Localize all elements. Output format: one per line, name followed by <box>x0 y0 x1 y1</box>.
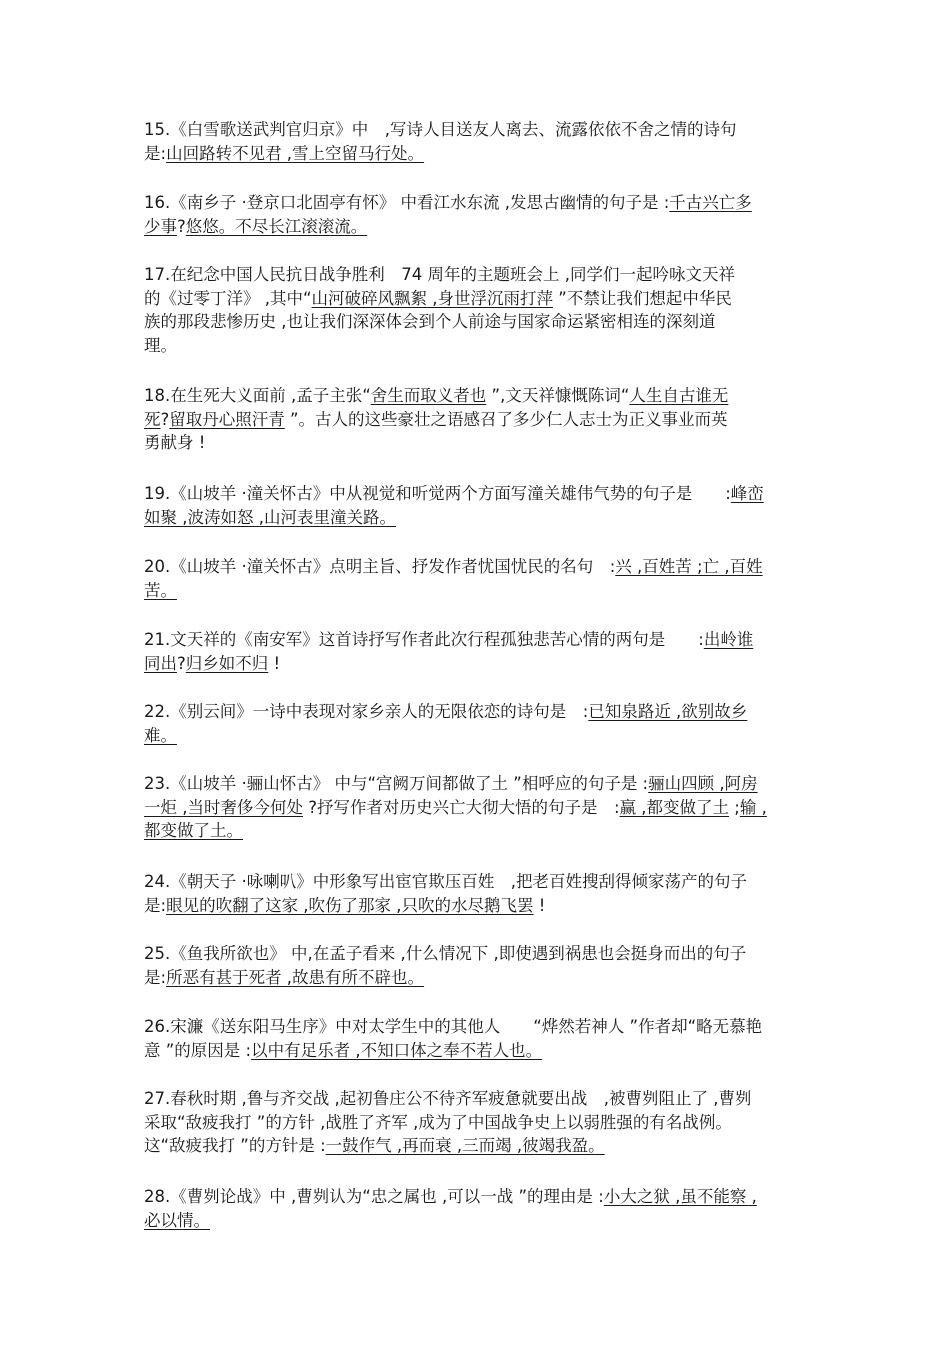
answer-text: 骊山四顾 ,阿房 <box>648 774 758 793</box>
text-line <box>144 555 824 579</box>
question-text: ”。古人的这些豪壮之语感召了多少仁人志士为正义事业而英 <box>284 409 728 429</box>
question-text: 18.在生死大义面前 ,孟子主张“ <box>144 386 371 405</box>
question-22 <box>144 700 824 747</box>
answer-text: 眼见的吹翻了这家 ,吹伤了那家 ,只吹的水尽鹅飞罢 <box>166 895 534 915</box>
answer-text: 必以情。 <box>144 1210 210 1230</box>
text-line <box>144 628 824 652</box>
text-line <box>144 1087 824 1111</box>
question-text: 勇献身 ! <box>144 433 206 452</box>
question-text: 意 ”的原因是 : <box>144 1040 252 1060</box>
answer-text: 一炬 ,当时奢侈今何处 <box>144 797 303 817</box>
answer-text: 赢 ,都变做了土 <box>619 797 730 817</box>
question-20 <box>144 555 824 602</box>
answer-text: 山回路转不见君 ,雪上空留马行处。 <box>166 143 425 163</box>
answer-text: 留取丹心照汗青 <box>169 409 285 429</box>
question-text: 22.《别云间》一诗中表现对家乡亲人的无限依恋的诗句是 : <box>144 702 589 721</box>
question-text: 16.《南乡子 ·登京口北固亭有怀》 中看江水东流 ,发思古幽情的句子是 : <box>144 193 670 212</box>
question-text: 是: <box>144 143 167 163</box>
answer-text: 人生自古谁无 <box>629 386 729 405</box>
answer-text: 死 <box>144 409 161 429</box>
text-line <box>144 191 824 215</box>
answer-text: 悠悠。不尽长江滚滚流。 <box>185 216 368 236</box>
text-line <box>144 506 824 530</box>
answer-text: 少事 <box>144 216 177 236</box>
question-text: ! <box>533 895 546 915</box>
question-text: 28.《曹刿论战》中 ,曹刿认为“忠之属也 ,可以一战 ”的理由是 : <box>144 1187 604 1206</box>
text-line <box>144 772 824 796</box>
question-text: 是: <box>144 967 167 987</box>
question-16 <box>144 191 824 238</box>
answer-text: 千古兴亡多 <box>669 193 752 212</box>
question-24 <box>144 870 824 917</box>
text-line <box>144 482 824 506</box>
question-15 <box>144 118 824 165</box>
text-line <box>144 942 824 966</box>
text-line <box>144 894 824 918</box>
answer-text: 峰峦 <box>730 484 764 503</box>
question-23 <box>144 772 824 843</box>
question-text: ? <box>177 653 186 673</box>
question-text: 27.春秋时期 ,鲁与齐交战 ,起初鲁庄公不待齐军疲惫就要出战 ,被曹刿阻止了 ,曹刿 <box>144 1089 752 1108</box>
question-text: ! <box>268 653 281 673</box>
question-text: ?抒写作者对历史兴亡大彻大悟的句子是 : <box>303 797 620 817</box>
question-21 <box>144 628 824 675</box>
question-text: ”,文天祥慷慨陈词“ <box>486 386 630 405</box>
answer-text: 出岭谁 <box>703 630 754 649</box>
text-line <box>144 1209 824 1233</box>
text-line <box>144 334 824 358</box>
question-18 <box>144 384 824 455</box>
text-line <box>144 384 824 408</box>
text-line <box>144 310 824 334</box>
text-line <box>144 1185 824 1209</box>
text-line <box>144 263 824 287</box>
answer-text: 山河破碎风飘絮 ,身世浮沉雨打萍 <box>311 288 554 308</box>
question-text: 24.《朝天子 ·咏喇叭》中形象写出宦官欺压百姓 ,把老百姓搜刮得倾家荡产的句子 <box>144 872 747 891</box>
question-28 <box>144 1185 824 1232</box>
answer-text: 以中有足乐者 ,不知口体之奉不若人也。 <box>251 1040 543 1060</box>
text-line <box>144 1134 824 1158</box>
question-27 <box>144 1087 824 1158</box>
text-line <box>144 142 824 166</box>
question-25 <box>144 942 824 989</box>
answer-text: 兴 ,百姓苦 ;亡 ,百姓 <box>615 557 763 576</box>
answer-text: 难。 <box>144 725 177 745</box>
question-text: 15.《白雪歌送武判官归京》中 ,写诗人目送友人离去、流露依依不舍之情的诗句 <box>144 120 737 139</box>
question-text: 17.在纪念中国人民抗日战争胜利 74 周年的主题班会上 ,同学们一起吟咏文天祥 <box>144 265 735 284</box>
question-text: 20.《山坡羊 ·潼关怀古》点明主旨、抒发作者忧国忧民的名句 : <box>144 557 616 576</box>
text-line <box>144 431 824 455</box>
text-line <box>144 215 824 239</box>
answer-text: 一鼓作气 ,再而衰 ,三而竭 ,彼竭我盈。 <box>325 1136 605 1155</box>
question-text: ; <box>729 797 740 817</box>
question-text: 23.《山坡羊 ·骊山怀古》 中与“宫阙万间都做了土 ”相呼应的句子是 : <box>144 774 649 793</box>
answer-text: 苦。 <box>144 580 177 600</box>
question-text: ? <box>160 409 170 429</box>
text-line <box>144 408 824 432</box>
question-17 <box>144 263 824 357</box>
answer-text: 都变做了土。 <box>144 821 243 840</box>
question-text: 是: <box>144 895 167 915</box>
question-text: ? <box>177 216 186 236</box>
answer-text: 如聚 ,波涛如怒 ,山河表里潼关路。 <box>144 507 396 527</box>
question-text: 族的那段悲惨历史 ,也让我们深深体会到个人前途与国家命运紧密相连的深刻道 <box>144 312 716 331</box>
answer-text: 输 , <box>739 797 767 817</box>
text-line <box>144 1015 824 1039</box>
answer-text: 小大之狱 ,虽不能察 , <box>603 1187 757 1206</box>
question-text: 理。 <box>144 335 177 355</box>
text-line <box>144 796 824 820</box>
question-text: ”不禁让我们想起中华民 <box>553 288 732 308</box>
text-line <box>144 118 824 142</box>
question-text: 这“敌疲我打 ”的方针是 : <box>144 1136 326 1155</box>
text-line <box>144 966 824 990</box>
text-line <box>144 1111 824 1135</box>
answer-text: 已知泉路近 ,欲别故乡 <box>588 702 748 721</box>
question-text: 19.《山坡羊 ·潼关怀古》中从视觉和听觉两个方面写潼关雄伟气势的句子是 : <box>144 484 731 503</box>
text-line <box>144 579 824 603</box>
text-line <box>144 287 824 311</box>
text-line <box>144 652 824 676</box>
answer-text: 舍生而取义者也 <box>370 386 487 405</box>
question-text: 26.宋濂《送东阳马生序》中对太学生中的其他人 “烨然若神人 ”作者却“略无慕艳 <box>144 1017 763 1036</box>
question-text: 的《过零丁洋》 ,其中“ <box>144 288 312 308</box>
text-line <box>144 819 824 843</box>
answer-text: 所恶有甚于死者 ,故患有所不辟也。 <box>166 967 425 987</box>
answer-text: 同出 <box>144 653 177 673</box>
question-text: 21.文天祥的《南安军》这首诗抒写作者此次行程孤独悲苦心情的两句是 : <box>144 630 704 649</box>
text-line <box>144 1039 824 1063</box>
answer-text: 归乡如不归 <box>185 653 269 673</box>
text-line <box>144 700 824 724</box>
question-19 <box>144 482 824 529</box>
text-line <box>144 870 824 894</box>
question-text: 25.《鱼我所欲也》 中,在孟子看来 ,什么情况下 ,即使遇到祸患也会挺身而出的句子 <box>144 944 747 963</box>
question-text: 采取“敌疲我打 ”的方针 ,战胜了齐军 ,成为了中国战争史上以弱胜强的有名战例。 <box>144 1112 732 1132</box>
question-26 <box>144 1015 824 1062</box>
text-line <box>144 724 824 748</box>
